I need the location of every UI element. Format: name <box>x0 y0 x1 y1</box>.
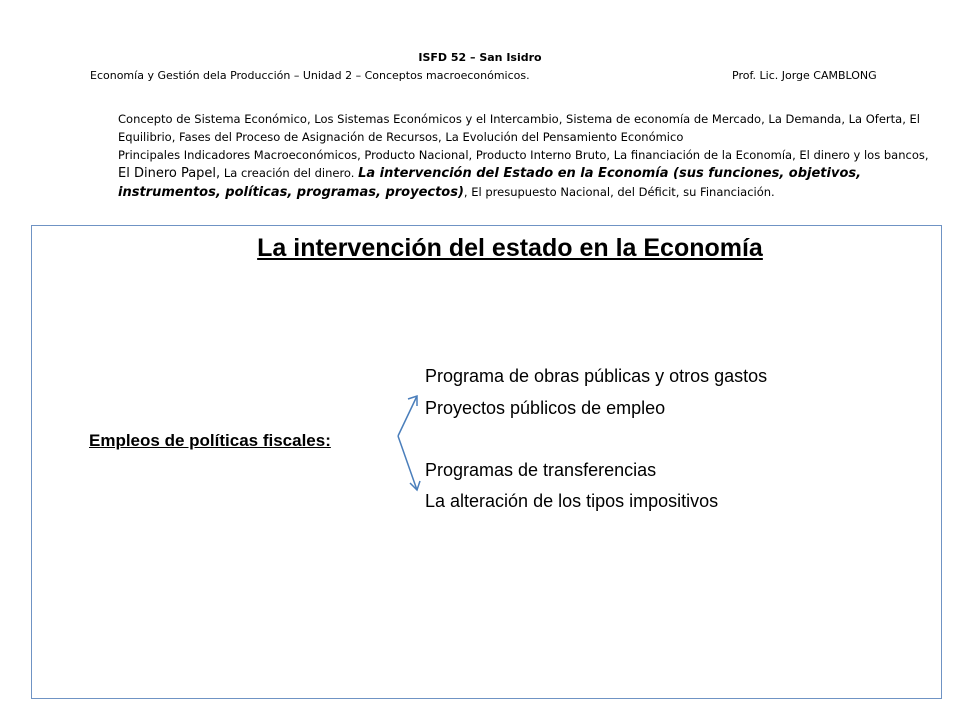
arrow-down-line <box>398 436 417 490</box>
institution-title: ISFD 52 – San Isidro <box>418 51 542 64</box>
policy-item: La alteración de los tipos impositivos <box>425 491 719 511</box>
topics-highlight: La intervención del Estado en la Economía (sus funciones, objetivos, instrumentos, políticas, programas, proyectos) <box>118 166 862 200</box>
fiscal-policy-label: Empleos de políticas fiscales: <box>89 431 331 450</box>
subject-line: Economía y Gestión dela Producción – Unidad 2 – Conceptos macroeconómicos. <box>90 69 530 82</box>
policy-item: Proyectos públicos de empleo <box>425 398 666 418</box>
professor-name: Prof. Lic. Jorge CAMBLONG <box>732 69 877 82</box>
topics-text-3: El Dinero Papel, <box>118 166 221 181</box>
topics-text-4: La creación del dinero. <box>223 166 355 180</box>
topics-text-6: , El presupuesto Nacional, del Déficit, su Financiación. <box>463 185 775 199</box>
topics-text-2: Principales Indicadores Macroeconómicos, Producto Nacional, Producto Interno Bruto, La financiación de la Economía, El dinero y los bancos, <box>118 148 929 162</box>
slide-title: La intervención del estado en la Economía <box>257 234 763 262</box>
arrow-up-line <box>398 396 417 436</box>
topics-text-1: Concepto de Sistema Económico, Los Sistemas Económicos y el Intercambio, Sistema de economía de Mercado, La Demanda, La Oferta, El Equilibrio, Fases del Proceso de Asignación de Recursos, La Evolución del Pensamiento Económico <box>118 112 920 144</box>
topics-paragraph <box>118 110 938 202</box>
policy-item: Programas de transferencias <box>425 460 657 480</box>
policy-item: Programa de obras públicas y otros gastos <box>425 366 768 386</box>
